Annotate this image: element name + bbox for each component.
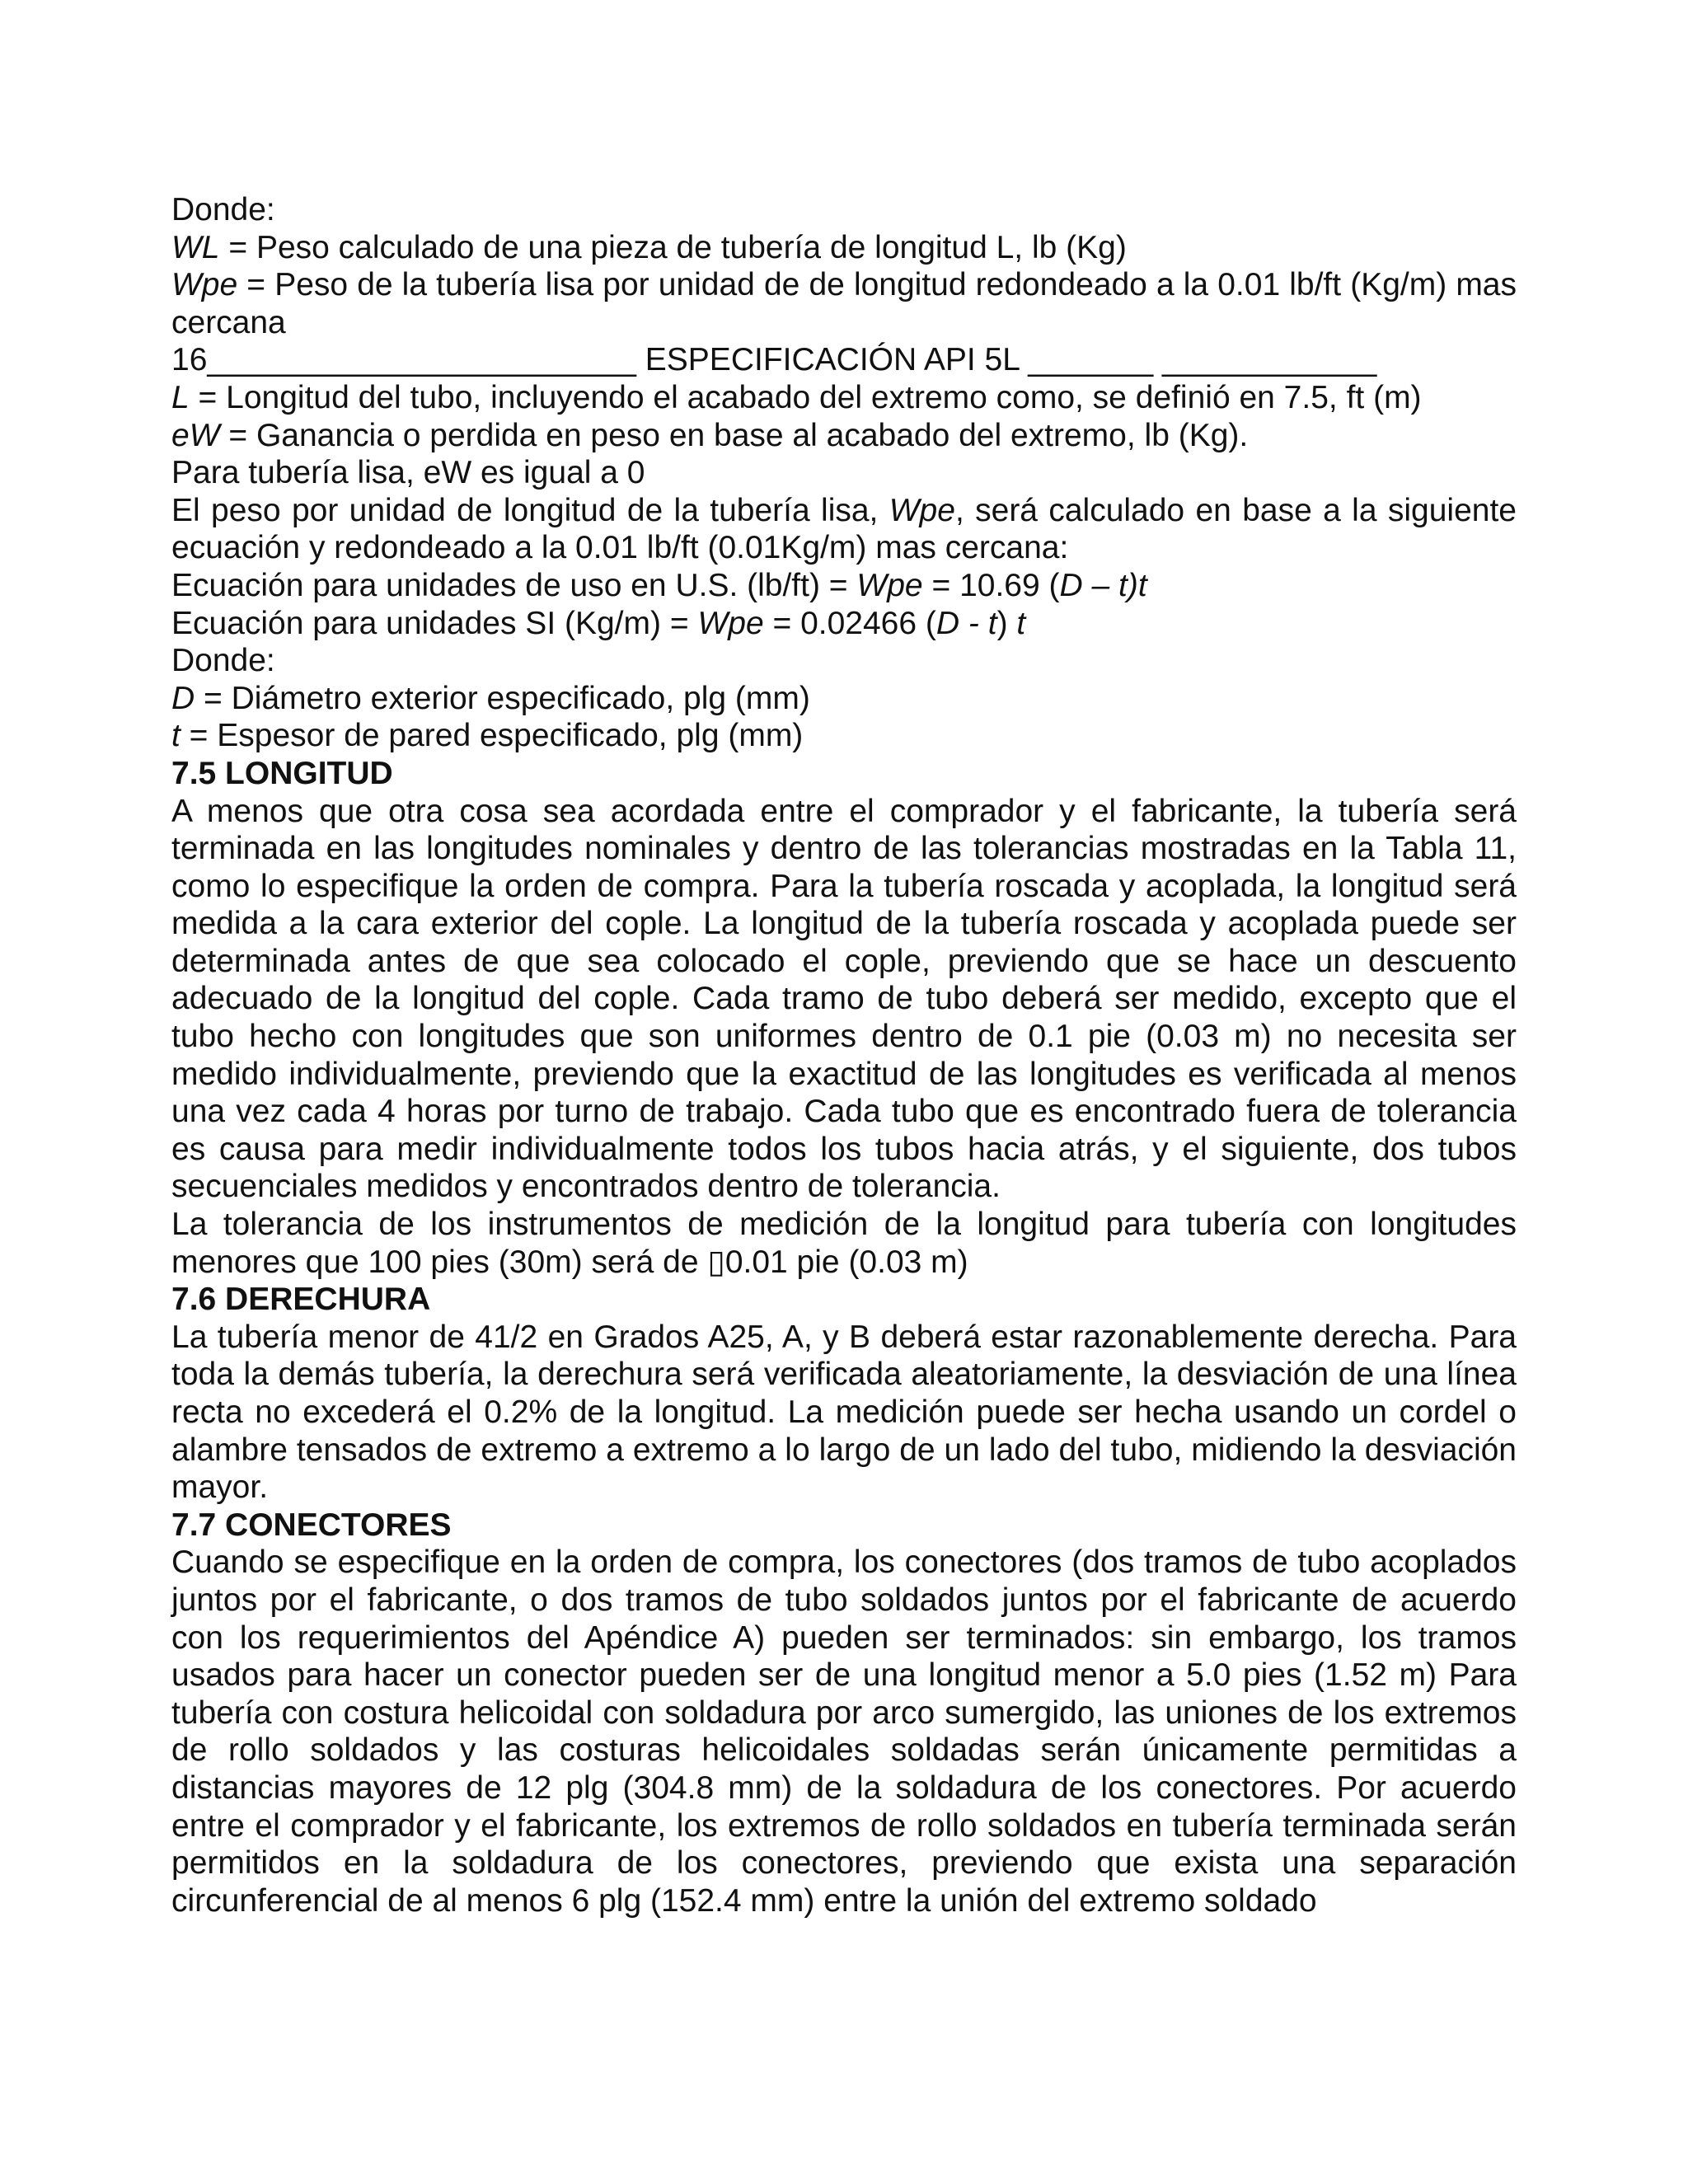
wl-definition	[171, 229, 1517, 267]
peso-intro-variable: Wpe	[889, 492, 955, 528]
eq-si-var2: D - t	[935, 605, 997, 641]
wpe-variable: Wpe	[171, 267, 238, 303]
wpe-text: = Peso de la tubería lisa por unidad de de longitud redondeado a la 0.01 lb/ft (Kg/m) mas cercana	[171, 267, 1517, 340]
wl-text: = Peso calculado de una pieza de tubería de longitud L, lb (Kg)	[219, 229, 1127, 265]
donde-label: Donde:	[171, 192, 275, 227]
equation-us	[171, 567, 1517, 605]
section-7-7-paragraph-1: Cuando se especifique en la orden de compra, los conectores (dos tramos de tubo acoplados juntos por el fabricante, o dos tramos de tubo soldados juntos por el fabricante de acuerdo con los requerimientos del Apéndice A) pueden ser terminados: sin embargo, los tramos usados para hacer un conector pueden ser de una longitud menor a 5.0 pies (1.52 m) Para tubería con costura helicoidal con soldadura por arco sumergido, las uniones de los extremos de rollo soldados y las costuras helicoidales soldadas serán únicamente permitidas a distancias mayores de 12 plg (304.8 mm) de la soldadura de los conectores. Por acuerdo entre el comprador y el fabricante, los extremos de rollo soldados en tubería terminada serán permitidos en la soldadura de los conectores, previendo que exista una separación circunferencial de al menos 6 plg (152.4 mm) entre la unión del extremo soldado	[171, 1544, 1517, 1919]
wl-variable: WL	[171, 229, 220, 265]
t-definition	[171, 717, 1517, 755]
eq-us-a: Ecuación para unidades de uso en U.S. (lb/ft) =	[171, 567, 857, 603]
section-7-6-title: 7.6 DERECHURA	[171, 1282, 431, 1318]
eq-si-var1: Wpe	[697, 605, 764, 641]
donde-label-2: Donde:	[171, 643, 275, 679]
ew-definition	[171, 417, 1517, 455]
section-7-5-title: 7.5 LONGITUD	[171, 755, 393, 791]
eq-si-a: Ecuación para unidades SI (Kg/m) =	[171, 605, 698, 641]
eq-us-b: = 10.69 (	[922, 567, 1060, 603]
section-7-5-paragraph-2: La tolerancia de los instrumentos de medición de la longitud para tubería con longitudes menores que 100 pies (30m) será de ▯0.01 pie (0.03 m)	[171, 1207, 1517, 1280]
peso-intro-b: , será calculado en base a la siguiente ecuación y redondeado a la 0.01 lb/ft (0.01Kg/m) mas cercana:	[171, 492, 1517, 566]
lisa-statement: Para tubería lisa, eW es igual a 0	[171, 455, 645, 491]
peso-intro-paragraph	[171, 492, 1517, 567]
ew-text: = Ganancia o perdida en peso en base al acabado del extremo, lb (Kg).	[219, 417, 1249, 453]
eq-si-var3: t	[1016, 605, 1026, 641]
l-text: = Longitud del tubo, incluyendo el acabado del extremo como, se definió en 7.5, ft (m)	[189, 379, 1422, 415]
l-definition	[171, 379, 1517, 417]
t-variable: t	[171, 718, 181, 754]
eq-si-b: = 0.02466 (	[763, 605, 936, 641]
eq-us-var2: D – t)t	[1059, 567, 1147, 603]
running-header: 16________________________ ESPECIFICACIÓN API 5L _______ ____________	[171, 342, 1377, 378]
d-variable: D	[171, 680, 195, 716]
d-definition	[171, 680, 1517, 718]
eq-us-var1: Wpe	[856, 567, 923, 603]
d-text: = Diámetro exterior especificado, plg (mm)	[195, 680, 810, 716]
section-7-5-paragraph-1: A menos que otra cosa sea acordada entre el comprador y el fabricante, la tubería será terminada en las longitudes nominales y dentro de las tolerancias mostradas en la Tabla 11, como lo especifique la orden de compra. Para la tubería roscada y acoplada, la longitud será medida a la cara exterior del cople. La longitud de la tubería roscada y acoplada puede ser determinada antes de que sea colocado el cople, previendo que se hace un descuento adecuado de la longitud del cople. Cada tramo de tubo deberá ser medido, excepto que el tubo hecho con longitudes que son uniformes dentro de 0.1 pie (0.03 m) no necesita ser medido individualmente, previendo que la exactitud de las longitudes es verificada al menos una vez cada 4 horas por turno de trabajo. Cada tubo que es encontrado fuera de tolerancia es causa para medir individualmente todos los tubos hacia atrás, y el siguiente, dos tubos secuenciales medidos y encontrados dentro de tolerancia.	[171, 793, 1517, 1205]
eq-si-c: )	[996, 605, 1017, 641]
equation-si	[171, 605, 1517, 643]
ew-variable: eW	[171, 417, 220, 453]
section-7-7-title: 7.7 CONECTORES	[171, 1507, 452, 1543]
section-7-6-paragraph-1: La tubería menor de 41/2 en Grados A25, A, y B deberá estar razonablemente derecha. Para toda la demás tubería, la derechura será verificada aleatoriamente, la desviación de una línea recta no excederá el 0.2% de la longitud. La medición puede ser hecha usando un cordel o alambre tensados de extremo a extremo a lo largo de un lado del tubo, midiendo la desviación mayor.	[171, 1319, 1517, 1506]
t-text: = Espesor de pared especificado, plg (mm)	[180, 718, 804, 754]
peso-intro-a: El peso por unidad de longitud de la tubería lisa,	[171, 492, 889, 528]
l-variable: L	[171, 379, 190, 415]
document-page	[171, 191, 1517, 1919]
wpe-definition	[171, 266, 1517, 341]
